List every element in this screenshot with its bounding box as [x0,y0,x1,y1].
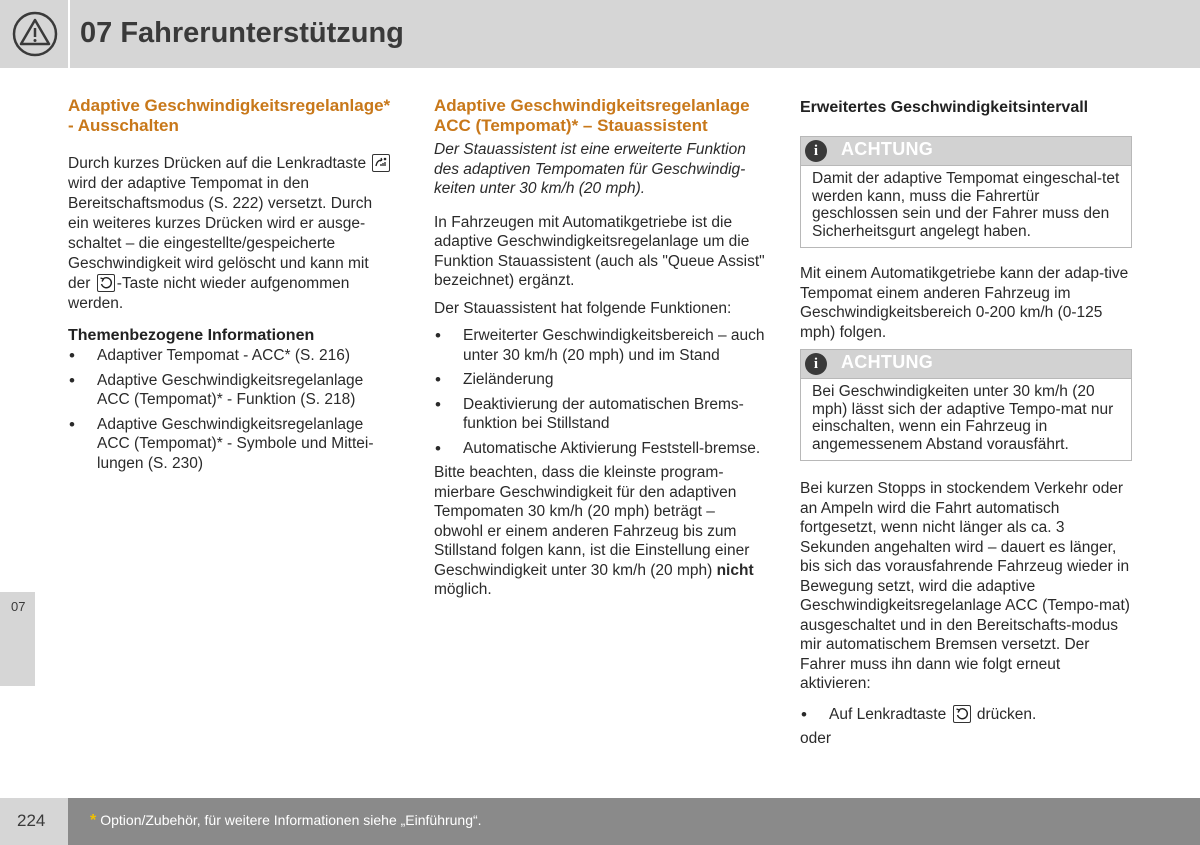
info-icon: i [805,353,827,375]
chapter-title: 07 Fahrerunterstützung [80,17,404,49]
column-middle [434,96,768,600]
related-info-list [68,346,393,473]
side-tab-label: 07 [11,599,26,614]
warning-header [801,137,1131,166]
functions-list [434,326,768,458]
related-link[interactable]: • Adaptive Geschwindigkeitsregelanlage ACC (Tempomat)* - Funktion (S. 218) [68,371,393,410]
related-link[interactable]: • Adaptiver Tempomat - ACC* (S. 216) [68,346,393,366]
list-item: • Zieländerung [434,370,768,390]
warning-title: ACHTUNG [841,352,934,372]
related-info-heading: Themenbezogene Informationen [68,327,315,344]
header-icon-box [0,0,70,68]
paragraph-ausschalten: Durch kurzes Drücken auf die Lenkradtaste wird der adaptive Tempomat in den Bereitschaftsmodus (S. 222) versetzt. Durch ein weiteres kurzes Drücken wird er ausge-schaltet – die eingestellte/gespeicherte Geschwindigkeit wird gelöscht und kann mit der -Taste nicht wieder aufgenommen werden. [68,154,393,314]
info-icon: i [805,140,827,162]
column-left [68,96,393,478]
footnote-marker: * [90,812,97,829]
section-heading-speed-interval: Erweitertes Geschwindigkeitsintervall [800,99,1089,116]
steering-wheel-key-icon [372,154,390,172]
chapter-header [0,0,1200,68]
warning-title: ACHTUNG [841,139,934,159]
warning-box-1 [800,136,1132,248]
paragraph-speed-range: Mit einem Automatikgetriebe kann der adap-tive Tempomat einem anderen Fahrzeug im Geschwindigkeitsbereich 0-200 km/h (0-125 mph) folgen. [800,265,1129,341]
list-item: • Auf Lenkradtaste drücken. [800,705,1132,725]
page-number: 224 [17,811,46,830]
reactivate-list [800,705,1132,725]
footnote: * Option/Zubehör, für weitere Informationen siehe „Einführung“. [90,812,482,829]
list-item: • Automatische Aktivierung Feststell-bremse. [434,439,768,459]
page-footer [0,798,1200,845]
warning-header [801,350,1131,379]
section-heading-ausschalten: Adaptive Geschwindigkeitsregelanlage* - Ausschalten [68,96,391,135]
warning-box-2 [800,349,1132,461]
paragraph-short-stops: Bei kurzen Stopps in stockendem Verkehr oder an Ampeln wird die Fahrt automatisch fortgesetzt, wenn nicht länger als ca. 3 Sekunden angehalten wird – dauert es länger, bis sich das vorausfahrende Fahrzeug wieder in Bewegung setzt, wird die adaptive Geschwindigkeitsregelanlage ACC (Tempo-mat) ausgeschaltet und in den Bereitschafts-modus mir automatischem Bremsen versetzt. Der Fahrer muss ihn dann wie folgt erneut aktivieren: [800,480,1130,692]
paragraph-automatikgetriebe: In Fahrzeugen mit Automatikgetriebe ist die adaptive Geschwindigkeitsregelanlage um die Funktion Stauassistent (auch als "Queue Assist" bezeichnet) ergänzt. [434,213,765,289]
warning-text: Damit der adaptive Tempomat eingeschal-tet werden kann, muss die Fahrertür geschlossen sein und der Fahrer muss den Sicherheitsgurt angelegt haben. [812,170,1120,240]
column-right [800,96,1132,749]
paragraph-functions-intro: Der Stauassistent hat folgende Funktionen: [434,299,732,317]
intro-paragraph: Der Stauassistent ist eine erweiterte Funktion des adaptiven Tempomaten für Geschwindig-keiten unter 30 km/h (20 mph). [434,141,746,197]
resume-key-icon [953,705,971,723]
oder-text: oder [800,730,832,747]
paragraph-min-speed: Bitte beachten, dass die kleinste program-mierbare Geschwindigkeit für den adaptiven Tempomaten 30 km/h (20 mph) beträgt – obwohl er einem anderen Fahrzeug bis zum Stillstand folgen kann, ist die Einstellung einer Geschwindigkeit unter 30 km/h (20 mph) nicht möglich. [434,464,754,598]
section-heading-stauassistent: Adaptive Geschwindigkeitsregelanlage ACC (Tempomat)* – Stauassistent [434,96,750,135]
list-item: • Deaktivierung der automatischen Brems-funktion bei Stillstand [434,395,768,434]
chapter-side-tab[interactable] [0,592,35,686]
footnote-bar [68,798,1200,845]
resume-key-icon [97,274,115,292]
list-item: • Erweiterter Geschwindigkeitsbereich – auch unter 30 km/h (20 mph) und im Stand [434,326,768,365]
related-link[interactable]: • Adaptive Geschwindigkeitsregelanlage ACC (Tempomat)* - Symbole und Mittei-lungen (S. 230) [68,415,393,474]
warning-text: Bei Geschwindigkeiten unter 30 km/h (20 mph) lässt sich der adaptive Tempo-mat nur einschalten, wenn ein Fahrzeug in angemessenem Abstand vorausfährt. [812,383,1114,453]
warning-triangle-icon [0,0,68,68]
